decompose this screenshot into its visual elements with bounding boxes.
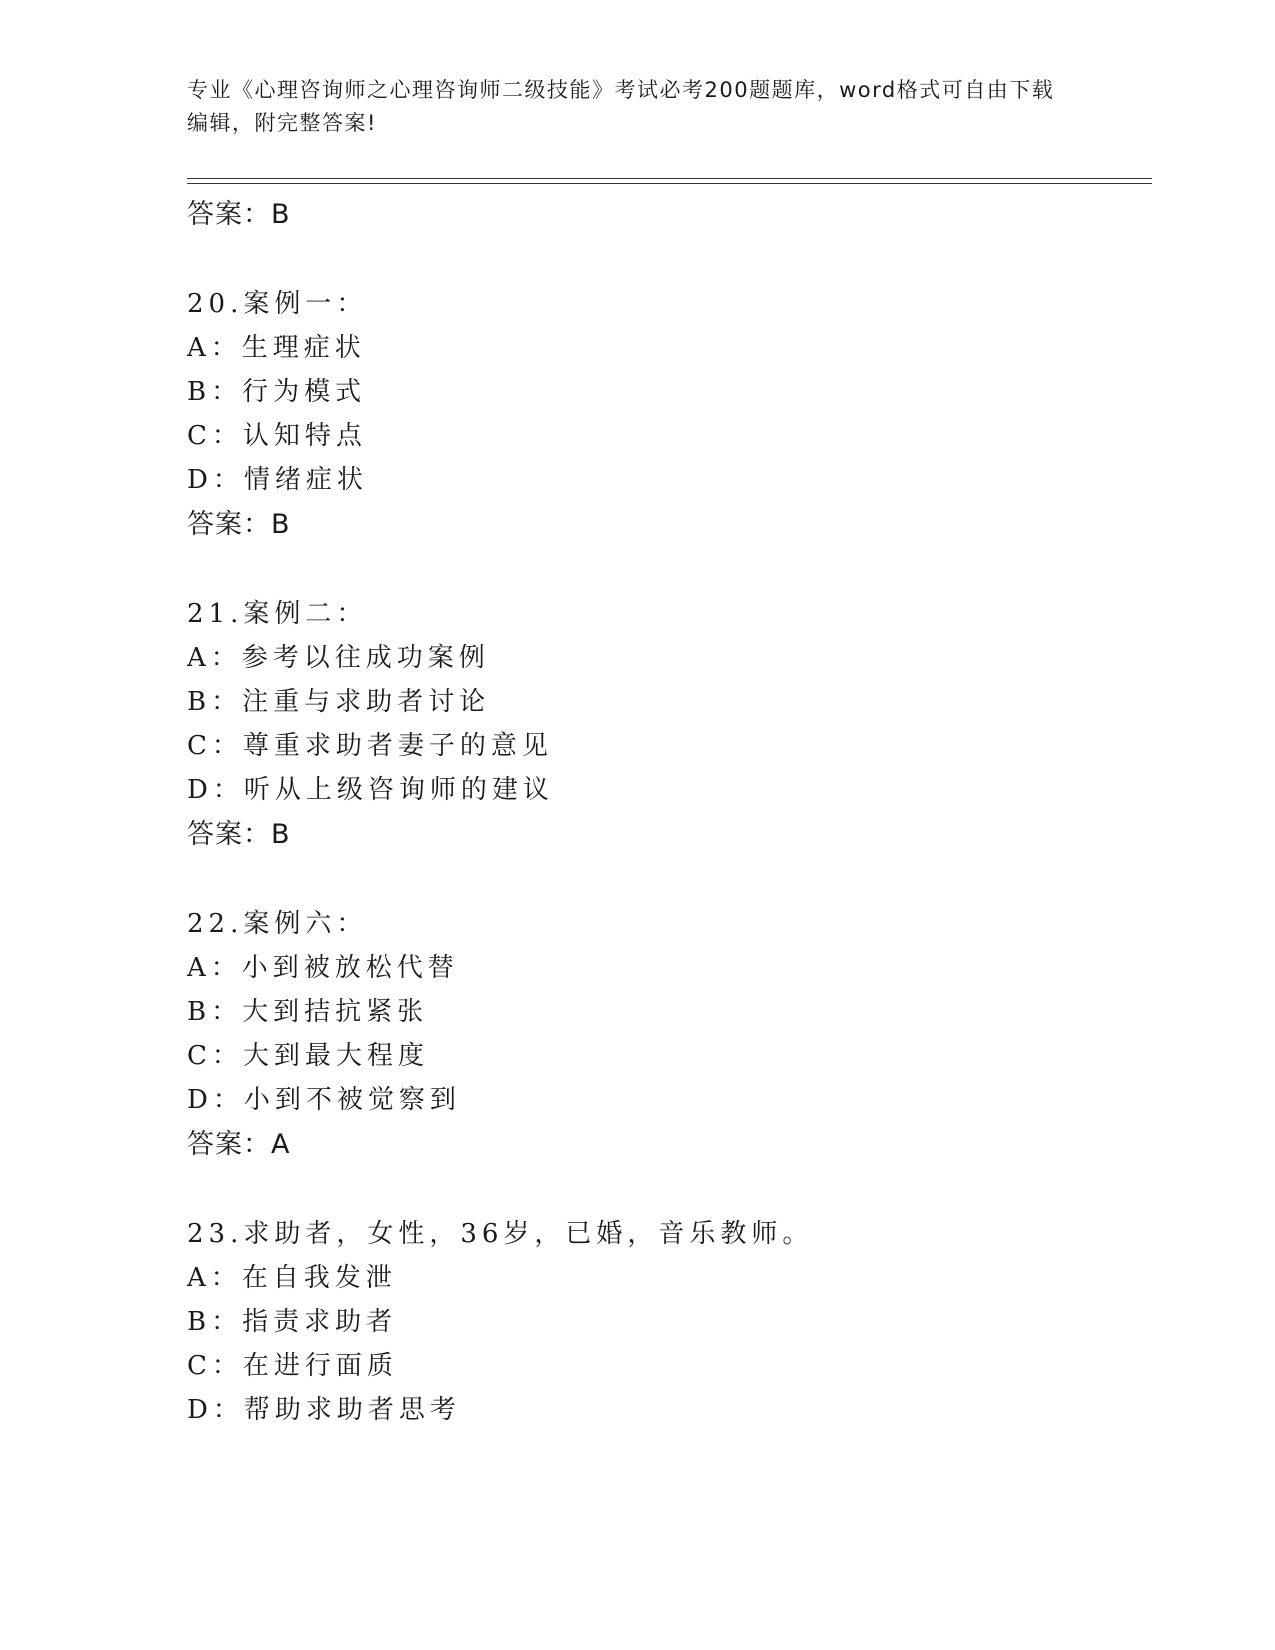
question-21-answer: 答案：B: [187, 819, 291, 850]
question-21-stem: 21.案例二：: [187, 599, 368, 629]
question-22-stem: 22.案例六：: [187, 909, 368, 939]
question-23-option-c: C：在进行面质: [187, 1351, 398, 1381]
header-rule-bottom: [187, 183, 1152, 184]
question-20-option-c: C：认知特点: [187, 421, 367, 451]
question-22-option-c: C：大到最大程度: [187, 1041, 429, 1071]
question-22-option-b: B：大到拮抗紧张: [187, 997, 429, 1027]
question-22-option-a: A：小到被放松代替: [187, 953, 459, 983]
question-23-option-b: B：指责求助者: [187, 1307, 398, 1337]
question-21-option-b: B：注重与求助者讨论: [187, 687, 491, 717]
question-20-option-d: D：情绪症状: [187, 465, 368, 495]
question-21-option-a: A：参考以往成功案例: [187, 643, 490, 673]
question-20-answer: 答案：B: [187, 509, 291, 540]
question-23-option-a: A：在自我发泄: [187, 1263, 397, 1293]
question-23-option-d: D：帮助求助者思考: [187, 1395, 461, 1425]
question-20-stem: 20.案例一：: [187, 289, 368, 319]
header-rule-top: [187, 178, 1152, 179]
question-21-option-c: C：尊重求助者妻子的意见: [187, 731, 553, 761]
question-22-answer: 答案：A: [187, 1129, 291, 1160]
question-23-stem: 23.求助者，女性，36岁，已婚，音乐教师。: [187, 1219, 814, 1249]
answer-prev: 答案：B: [187, 199, 291, 230]
document-header: 专业《心理咨询师之心理咨询师二级技能》考试必考200题题库，word格式可自由下载编辑，附完整答案!: [187, 78, 1055, 135]
question-20-option-a: A：生理症状: [187, 333, 366, 363]
question-21-option-d: D：听从上级咨询师的建议: [187, 775, 554, 805]
question-22-option-d: D：小到不被觉察到: [187, 1085, 461, 1115]
question-20-option-b: B：行为模式: [187, 377, 367, 407]
